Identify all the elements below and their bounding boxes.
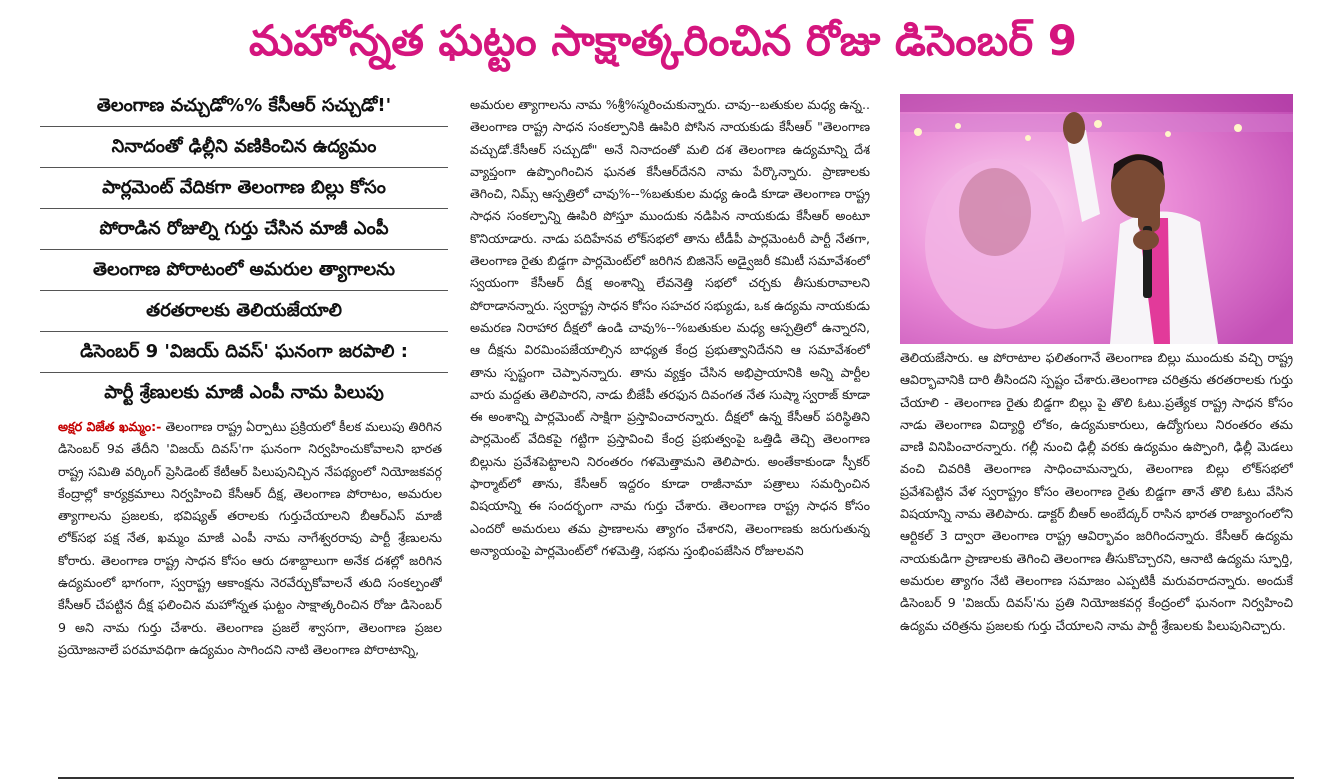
subheadline: డిసెంబర్ 9 'విజయ్ దివస్' ఘనంగా జరపాలి : xyxy=(40,332,448,373)
subheadline: తెలంగాణ పోరాటంలో అమరుల త్యాగాలను xyxy=(40,250,448,291)
speaker-at-rally-photo xyxy=(900,94,1293,344)
article-column-3: తెలియజేసారు. ఆ పోరాటాల ఫలితంగానే తెలంగాణ బిల్లు ముందుకు వచ్చి రాష్ట్ర ఆవిర్భావానికి దారి తీసిందని స్పష్టం చేశారు.తెలంగాణ చరిత్రను తరతరాలకు గుర్తు చేయాలి - తెలంగాణ రైతు బిడ్డగా బిల్లు పై తొలి ఓటు.ప్రత్యేక రాష్ట్ర సాధన కోసం నాడు తెలంగాణ విద్యార్థి లోకం, ఉద్యమకారులు, ఉద్యోగులు నిరంతరం తమ వాణి వినిపించారన్నారు. గల్లీ నుంచి ఢిల్లీ వరకు ఉద్యమం ఉప్పొంగి, ఢిల్లీ మెడలు వంచి చివరికి తెలంగాణ సాధించామన్నారు, తెలంగాణ బిల్లు లోక్‌సభలో ప్రవేశపెట్టిన వేళ స్వరాష్ట్రం కోసం తెలంగాణ రైతు బిడ్డగా తానే తొలి ఓటు వేసిన విషయాన్ని నామ తెలిపారు. డాక్టర్ బీఆర్ అంబేద్కర్ రాసిన భారత రాజ్యాంగంలోని ఆర్టికల్ 3 ద్వారా తెలంగాణ రాష్ట్ర ఆవిర్భావం జరిగిందన్నారు. కేసీఆర్ ఉద్యమ నాయకుడిగా ప్రాణాలకు తెగించి తెలంగాణ తీసుకొచ్చారని, ఆనాటి ఉద్యమ స్ఫూర్తి, అమరుల త్యాగం నేటి తెలంగాణ సమాజం ఎప్పటికీ మరువరాదన్నారు. అందుకే డిసెంబర్ 9 'విజయ్ దివస్'ను ప్రతి నియోజకవర్గ కేంద్రంలో ఘనంగా నిర్వహించి ఉద్యమ చరిత్రను ప్రజలకు గుర్తు చేయాలని నామ పార్టీ శ్రేణులకు పిలుపునిచ్చారు. xyxy=(900,350,1293,633)
article-column-2: అమరుల త్యాగాలను నామ %శ్రీ%స్మరించుకున్నారు. చావు--బతుకుల మధ్య ఉన్న.. తెలంగాణ రాష్ట్ర సాధన సంకల్పానికి ఊపిరి పోసిన నాయకుడు కేసీఆర్ "తెలంగాణ వచ్చుడో.కేసీఆర్ సచ్చుడో" అనే నినాదంతో మలి దశ తెలంగాణ ఉద్యమాన్ని దేశ వ్యాప్తంగా ఉప్పొంగించిన ఘనత కేసీఆర్‌దేనని నామ పేర్కొన్నారు. ప్రాణాలకు తెగించి, నిమ్స్ ఆస్పత్రిలో చావు%--%బతుకుల మధ్య ఉండి కూడా తెలంగాణ రాష్ట్ర సాధన సంకల్పాన్ని ఊపిరి పోస్తూ ముందుకు నడిపిన నాయకుడు కేసీఆర్ అంటూ కొనియాడారు. నాడు పదిహేనవ లోక్‌సభలో తాను టీడీపీ పార్లమెంటరీ పార్టీ నేతగా, తెలంగాణ రైతు బిడ్డగా పార్లమెంట్‌లో జరిగిన బిజినెస్ అడ్వైజరీ కమిటీ సమావేశంలో స్వయంగా కేసీఆర్ దీక్ష అంశాన్ని లేవనెత్తి సభలో చర్చకు తీసుకురావాలని పోరాడానన్నారు. స్వరాష్ట్ర సాధన కోసం సహచర సభ్యుడు, ఒక ఉద్యమ నాయకుడు అమరణ నిరాహార దీక్షలో ఉండి చావు%--%బతుకుల మధ్య ఆస్పత్రిలో ఉన్నారని, ఆ దీక్షను విరమింపజేయాల్సిన బాధ్యత కేంద్ర ప్రభుత్వానిదేనని ఆ సమావేశంలో తాను స్పష్టంగా చెప్పానన్నారు. తాను వ్యక్తం చేసిన అభిప్రాయానికి అన్ని పార్టీల వారు మద్దతు తెలిపారని, నాడు బీజేపీ తరఫున దివంగత నేత సుష్మా స్వరాజ్ కూడా ఈ అంశాన్ని పార్లమెంట్ సాక్షిగా ప్రస్తావించారన్నారు. దీక్షలో ఉన్న కేసీఆర్ పరిస్థితిని పార్లమెంట్ వేదికపై గట్టిగా ప్రస్తావించి కేంద్ర ప్రభుత్వంపై ఒత్తిడి తెచ్చి తెలంగాణ బిల్లును ప్రవేశపెట్టాలని నిరంతరం గళమెత్తామని తెలిపారు. అంతేకాకుండా స్పీకర్ ఫార్మాట్‌లో తాను, కేసీఆర్ ఇద్దరం కూడా రాజీనామా పత్రాలు సమర్పించిన విషయాన్ని ఈ సందర్భంగా నామ గుర్తు చేశారు. తెలంగాణ రాష్ట్ర సాధన కోసం ఎందరో అమరులు తమ ప్రాణాలను త్యాగం చేశారని, తెలంగాణకు జరుగుతున్న అన్యాయంపై పార్లమెంట్‌లో గళమెత్తి, సభను స్తంభింపజేసిన రోజులవని xyxy=(470,97,870,558)
bottom-rule xyxy=(58,777,1294,779)
subheadlines xyxy=(40,86,448,412)
subheadline: పార్లమెంట్ వేదికగా తెలంగాణ బిల్లు కోసం xyxy=(40,168,448,209)
article-column-1 xyxy=(58,416,442,774)
subheadline: పార్టీ శ్రేణులకు మాజీ ఎంపీ నామ పిలుపు xyxy=(104,382,384,403)
column-1-text: తెలంగాణ రాష్ట్ర ఏర్పాటు ప్రక్రియలో కీలక మలుపు తిరిగిన డిసెంబర్ 9వ తేదీని 'విజయ్ దివస్'గా ఘనంగా నిర్వహించుకోవాలని భారత రాష్ట్ర సమితి వర్కింగ్ ప్రెసిడెంట్ కేటీఆర్ పిలుపునిచ్చిన నేపథ్యంలో నియోజకవర్గ కేంద్రాల్లో కార్యక్రమాలు నిర్వహించి కేసీఆర్ దీక్ష, తెలంగాణ పోరాటం, అమరుల త్యాగాలను ప్రజలకు, భవిష్యత్ తరాలకు గుర్తుచేయాలని బీఆర్ఎస్ మాజీ లోక్‌సభ పక్ష నేత, ఖమ్మం మాజీ ఎంపీ నామ నాగేశ్వరరావు పార్టీ శ్రేణులను కోరారు. తెలంగాణ రాష్ట్ర సాధన కోసం ఆరు దశాబ్దాలుగా అనేక దశల్లో జరిగిన ఉద్యమంలో భాగంగా, స్వరాష్ట్ర ఆకాంక్షను నెరవేర్చుకోవాలనే తుది సంకల్పంతో కేసీఆర్ చేపట్టిన దీక్ష ఫలించిన మహోన్నత ఘట్టం సాక్షాత్కరించిన రోజు డిసెంబర్ 9 అని నామ గుర్తు చేశారు. తెలంగాణ ప్రజలే శ్వాసగా, తెలంగాణ ప్రజల ప్రయోజనాలే పరమావధిగా ఉద్యమం సాగిందని నాటి తెలంగాణ పోరాటాన్ని, xyxy=(58,419,442,657)
dateline: అక్షర విజేత ఖమ్మం:- xyxy=(58,419,162,434)
subheadline: నినాదంతో ఢిల్లీని వణికించిన ఉద్యమం xyxy=(40,127,448,168)
subheadline: తెలంగాణ వచ్చుడో%% కేసీఆర్ సచ్చుడో!' xyxy=(40,86,448,127)
headline: మహోన్నత ఘట్టం సాక్షాత్కరించిన రోజు డిసెంబర్ 9 xyxy=(249,16,1077,65)
subheadline: తరతరాలకు తెలియజేయాలి xyxy=(40,291,448,332)
subheadline: పోరాడిన రోజుల్ని గుర్తు చేసిన మాజీ ఎంపీ xyxy=(40,209,448,250)
